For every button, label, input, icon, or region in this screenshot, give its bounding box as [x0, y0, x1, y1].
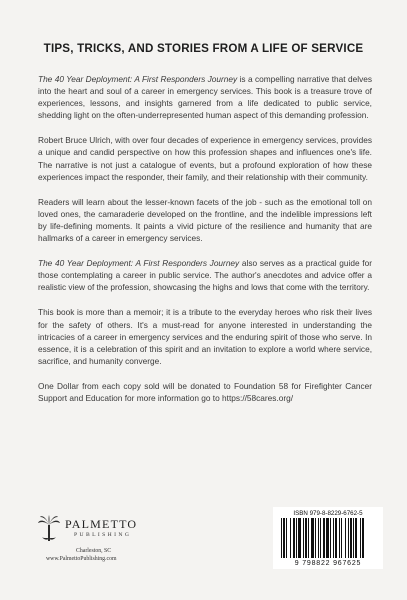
barcode-bar — [339, 518, 340, 558]
book-title: The 40 Year Deployment: A First Responders Journey — [38, 258, 240, 269]
barcode-bar — [348, 518, 349, 558]
description — [38, 73, 372, 404]
paragraph-4-text: also serves as a practical guide for those contemplating a career in public service. The author's anecdotes and advice offer a realistic view of the profession, showcasing the highs and lows that come with the territory. — [38, 258, 372, 293]
book-title: The 40 Year Deployment: A First Responders Journey — [38, 74, 238, 84]
headline: TIPS, TRICKS, AND STORIES FROM A LIFE OF SERVICE — [43, 42, 364, 55]
barcode-bar — [318, 518, 319, 558]
publisher-name: PALMETTO — [65, 517, 138, 531]
barcode-bar — [320, 518, 321, 558]
barcode-bar — [350, 518, 352, 558]
barcode-number: 9 798822 967625 — [294, 560, 362, 567]
barcode-bar — [308, 518, 309, 558]
barcode-bar — [330, 518, 331, 558]
barcode-bar — [303, 518, 304, 558]
publisher-logo — [38, 515, 178, 573]
barcode-bar — [283, 518, 285, 558]
paragraph-1 — [38, 73, 372, 121]
paragraph-4 — [38, 257, 372, 293]
donation-note: One Dollar from each copy sold will be donated to Foundation 58 for Firefighter Cancer Support and Education for more information go to https://58cares.org/ — [38, 380, 372, 403]
barcode-bar — [333, 518, 334, 558]
barcode-bar — [341, 518, 342, 558]
barcode-bar — [353, 518, 354, 558]
barcode-bar — [360, 518, 361, 558]
barcode-bar — [323, 518, 325, 558]
isbn-label: ISBN 979-8-8229-6762-5 — [293, 510, 363, 517]
barcode-bar — [335, 518, 337, 558]
barcode-bar — [290, 518, 291, 558]
barcode-bar — [326, 518, 329, 558]
paragraph-2: Robert Bruce Ulrich, with over four decades of experience in emergency services, provides a unique and candid perspective on how this profession shapes and influences one's life. The narrative is not just a catalogue of events, but a profound exploration of how these experiences impact the responder, their family, and their relationship with their community. — [38, 135, 372, 182]
barcode-bar — [315, 518, 316, 558]
barcode-bar — [293, 518, 295, 558]
barcode-bar — [305, 518, 307, 558]
barcode-bar — [311, 518, 314, 558]
barcode-bar — [281, 518, 282, 558]
barcode-bar — [296, 518, 297, 558]
palmetto-tree-icon — [38, 515, 60, 543]
barcode-bar — [355, 518, 357, 558]
barcode-bar — [362, 518, 364, 558]
paragraph-5: This book is more than a memoir; it is a tribute to the everyday heroes who risk their lives for the safety of others. It's a must-read for anyone interested in understanding the intricacies of a career in emergency services and the enduring spirit of those who serve. In essence, it is a celebration of this spirit and an invitation to explore a world where service, sacrifice, and humanity converge. — [38, 307, 372, 366]
isbn-barcode — [273, 507, 383, 569]
paragraph-1-text: is a compelling narrative that delves into the heart and soul of a career in emergency services. This book is a treasure trove of experiences, lessons, and insights garnered from a life dedicated to public service, shedding light on the often-underrepresented human aspect of this demanding profession. — [38, 74, 372, 121]
paragraph-3: Readers will learn about the lesser-known facets of the job - such as the emotional toll on loved ones, the camaraderie developed on the frontline, and the indelible impressions left by life-defining moments. It paints a vivid picture of the resilience and humanity that are hallmarks of a career in emergency services. — [38, 196, 372, 244]
barcode-bar — [286, 518, 287, 558]
publisher-website: www.PalmettoPublishing.com — [46, 556, 117, 562]
barcode-bar — [345, 518, 346, 558]
publisher-subtitle: PUBLISHING — [74, 532, 132, 538]
barcode-bars — [281, 518, 377, 558]
barcode-bar — [298, 518, 301, 558]
publisher-city: Charleston, SC — [76, 548, 112, 554]
